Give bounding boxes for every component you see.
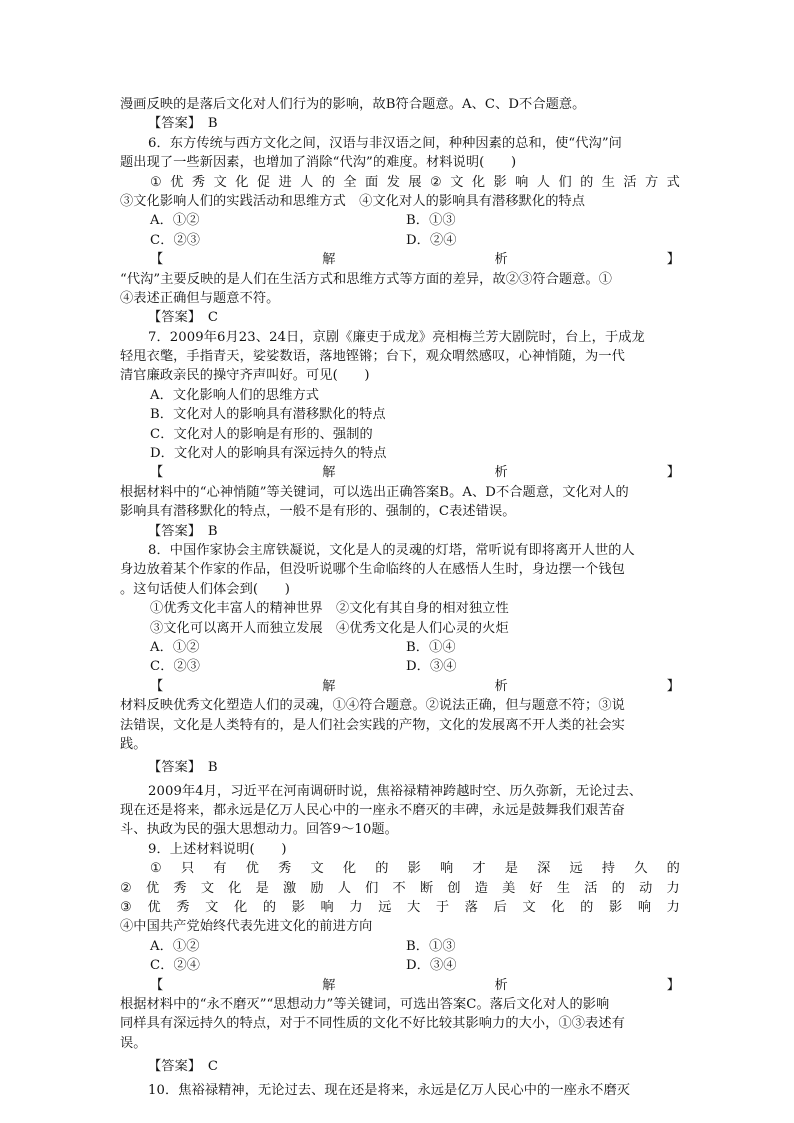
spread-char: 化 bbox=[234, 900, 248, 916]
spread-char: 励 bbox=[310, 880, 324, 896]
spread-char: 后 bbox=[493, 900, 507, 916]
choice-a: A．①② bbox=[150, 938, 200, 954]
spread-char: 【 bbox=[150, 977, 164, 993]
answer-line: 【答案】 B bbox=[148, 116, 218, 132]
spread-char: 有 bbox=[213, 861, 227, 877]
spread-char: ① bbox=[150, 174, 162, 190]
question-7-line: 清官廉政亲民的操守齐声叫好。可见( ) bbox=[120, 368, 370, 384]
spread-char: 式 bbox=[666, 174, 680, 190]
spread-char: 展 bbox=[408, 174, 422, 190]
spread-char: 响 bbox=[637, 900, 652, 916]
analysis-line: ④表述正确但与题意不符。 bbox=[120, 290, 280, 306]
choice-b: B．①③ bbox=[406, 213, 456, 229]
answer-line: 【答案】 C bbox=[148, 310, 219, 326]
spread-char: 创 bbox=[447, 880, 461, 896]
spread-char: 优 bbox=[245, 861, 260, 877]
spread-char: 方 bbox=[645, 174, 659, 190]
document-page bbox=[120, 95, 680, 1100]
spread-char: 活 bbox=[584, 880, 598, 896]
spread-char: 的 bbox=[580, 174, 594, 190]
analysis-line: 法错误，文化是人类特有的，是人们社会实践的产物，文化的发展离不开人类的社会实 bbox=[120, 717, 625, 733]
spread-char: 的 bbox=[262, 900, 277, 916]
spread-char: 秀 bbox=[176, 900, 190, 916]
question-9-option-line: ④中国共产党始终代表先进文化的前进方向 bbox=[120, 919, 373, 935]
text-line: 漫画反映的是落后文化对人们行为的影响，故B符合题意。A、C、D不合题意。 bbox=[120, 97, 586, 112]
spread-char: 【 bbox=[150, 678, 164, 694]
spread-char: 全 bbox=[343, 174, 357, 190]
question-8-line: 。这句话使人们体会到( ) bbox=[120, 581, 290, 597]
spread-char: 解 bbox=[322, 252, 336, 268]
question-8-option-line: ③文化可以离开人而独立发展 ④优秀文化是人们心灵的火炬 bbox=[150, 620, 509, 636]
spread-char: ① bbox=[150, 861, 162, 877]
spread-char: 的 bbox=[375, 861, 389, 877]
spread-char: 深 bbox=[537, 861, 551, 877]
spread-char: 的 bbox=[666, 861, 680, 877]
spread-char: 化 bbox=[228, 880, 242, 896]
spread-char: 持 bbox=[601, 861, 616, 877]
spread-char: 响 bbox=[515, 174, 529, 190]
analysis-line: 材料反映优秀文化塑造人们的灵魂，①④符合题意。②说法正确，但与题意不符；③说 bbox=[120, 698, 625, 714]
question-9-option-line bbox=[120, 859, 680, 878]
spread-char: 化 bbox=[342, 861, 357, 877]
spread-char: 析 bbox=[494, 977, 508, 993]
spread-char: 影 bbox=[608, 900, 623, 916]
spread-char: 文 bbox=[205, 900, 219, 916]
spread-char: 活 bbox=[623, 174, 637, 190]
spread-char: 文 bbox=[200, 880, 215, 896]
spread-char: ② bbox=[429, 174, 442, 190]
spread-char: 是 bbox=[504, 861, 519, 877]
spread-char: 们 bbox=[558, 174, 572, 190]
choice-b: B．文化对人的影响具有潜移默化的特点 bbox=[150, 407, 386, 423]
spread-char: 才 bbox=[472, 861, 486, 877]
analysis-line: “代沟”主要反映的是人们在生活方式和思维方式等方面的差异，故②③符合题意。① bbox=[120, 271, 613, 287]
question-8-line: 身边放着某个作家的作品，但没听说哪个生命临终的人在感悟人生时，身边摆一个钱包 bbox=[120, 562, 625, 578]
spread-char: 面 bbox=[365, 174, 379, 190]
spread-char: 进 bbox=[278, 174, 292, 190]
spread-char: 化 bbox=[235, 174, 249, 190]
choice-c: C．②③ bbox=[150, 659, 201, 675]
answer-line: 【答案】 B bbox=[148, 523, 218, 539]
analysis-line: 根据材料中的“心神悄随”等关键词，可以选出正确答案B。A、D不合题意，文化对人的 bbox=[120, 484, 629, 500]
question-6-choices bbox=[120, 231, 680, 250]
analysis-line: 根据材料中的“永不磨灭”“思想动力”等关键词，可选出答案C。落后文化对人的影响 bbox=[120, 996, 610, 1012]
choice-c: C．②④ bbox=[150, 958, 201, 974]
material-line: 斗、执政为民的强大思想动力。回答9～10题。 bbox=[120, 822, 398, 838]
spread-char: 远 bbox=[569, 861, 583, 877]
spread-char: 文 bbox=[213, 174, 227, 190]
choice-a: A．文化影响人们的思维方式 bbox=[150, 387, 320, 403]
analysis-heading bbox=[120, 250, 680, 269]
spread-char: 秀 bbox=[191, 174, 206, 190]
spread-char: 影 bbox=[407, 861, 421, 877]
choice-d: D．②④ bbox=[406, 232, 457, 248]
spread-char: 于 bbox=[435, 900, 450, 916]
spread-char: 】 bbox=[666, 678, 680, 694]
question-6-choices bbox=[120, 211, 680, 230]
choice-c: C．②③ bbox=[150, 232, 201, 248]
question-6-line: 题出现了一些新因素，也增加了消除“代沟”的难度。材料说明( ) bbox=[120, 155, 517, 171]
spread-char: 们 bbox=[365, 880, 379, 896]
spread-char: 优 bbox=[146, 880, 160, 896]
spread-char: 优 bbox=[147, 900, 161, 916]
spread-char: 落 bbox=[464, 900, 479, 916]
answer-line: 【答案】 B bbox=[148, 760, 218, 776]
spread-char: 生 bbox=[601, 174, 616, 190]
spread-char: 解 bbox=[322, 977, 336, 993]
question-6-option-line bbox=[120, 173, 680, 192]
choice-a: A．①② bbox=[150, 639, 200, 655]
choice-b: B．①③ bbox=[406, 938, 456, 954]
spread-char: 文 bbox=[310, 861, 324, 877]
spread-char: 秀 bbox=[278, 861, 292, 877]
spread-char: 析 bbox=[494, 465, 508, 481]
spread-char: 】 bbox=[666, 252, 680, 268]
question-6-option-line: ③文化影响人们的实践活动和思维方式 ④文化对人的影响具有潜移默化的特点 bbox=[120, 193, 586, 209]
spread-char: 析 bbox=[494, 252, 508, 268]
spread-char: 化 bbox=[551, 900, 565, 916]
analysis-heading bbox=[120, 976, 680, 995]
analysis-heading bbox=[120, 677, 680, 696]
answer-line: 【答案】 C bbox=[148, 1059, 219, 1075]
spread-char: 远 bbox=[378, 900, 392, 916]
choice-d: D．文化对人的影响具有深远持久的特点 bbox=[150, 446, 387, 462]
spread-char: 断 bbox=[419, 880, 434, 896]
question-10-line: 10．焦裕禄精神，无论过去、现在还是将来，永远是亿万人民心中的一座永不磨灭 bbox=[148, 1082, 631, 1098]
spread-char: 不 bbox=[392, 880, 406, 896]
material-line: 现在还是将来，都永远是亿万人民心中的一座永不磨灭的丰碑，永远是鼓舞我们艰苦奋 bbox=[120, 803, 625, 819]
choice-d: D．③④ bbox=[406, 659, 457, 675]
spread-char: 化 bbox=[471, 174, 486, 190]
question-8-line: 8．中国作家协会主席铁凝说，文化是人的灵魂的灯塔，常听说有即将离开人世的人 bbox=[148, 542, 635, 558]
spread-char: 响 bbox=[440, 861, 454, 877]
spread-char: 动 bbox=[639, 880, 653, 896]
question-7-line: 轻甩衣氅，手指青天，娑娑数语，落地铿锵；台下，观众喟然感叹，心神悄随，为一代 bbox=[120, 349, 625, 365]
spread-char: 是 bbox=[255, 880, 269, 896]
spread-char: 影 bbox=[493, 174, 507, 190]
question-9-choices bbox=[120, 956, 680, 975]
spread-char: 的 bbox=[321, 174, 336, 190]
spread-char: 力 bbox=[666, 880, 680, 896]
question-8-option-line: ①优秀文化丰富人的精神世界 ②文化有其自身的相对独立性 bbox=[150, 601, 509, 617]
spread-char: 的 bbox=[611, 880, 625, 896]
spread-char: 【 bbox=[150, 252, 164, 268]
spread-char: 秀 bbox=[173, 880, 187, 896]
spread-char: 文 bbox=[450, 174, 464, 190]
analysis-line: 践。 bbox=[120, 736, 147, 752]
spread-char: 解 bbox=[322, 465, 336, 481]
choice-c: C．文化对人的影响是有形的、强制的 bbox=[150, 426, 373, 442]
analysis-line: 影响具有潜移默化的特点，一般不是有形的、强制的，C表述错误。 bbox=[120, 504, 516, 520]
spread-char: 激 bbox=[282, 880, 297, 896]
spread-char: 人 bbox=[337, 880, 352, 896]
choice-a: A．①② bbox=[150, 213, 200, 229]
spread-char: 优 bbox=[170, 174, 184, 190]
question-8-choices bbox=[120, 657, 680, 676]
spread-char: ② bbox=[120, 880, 132, 896]
spread-char: 美 bbox=[502, 880, 516, 896]
spread-char: 人 bbox=[300, 174, 314, 190]
question-9-option-line bbox=[120, 898, 680, 917]
spread-char: ③ bbox=[120, 900, 132, 916]
question-7-line: 7．2009年6月23、24日，京剧《廉吏于成龙》亮相梅兰芳大剧院时，台上，于成龙 bbox=[148, 329, 645, 345]
spread-char: 【 bbox=[150, 465, 164, 481]
spread-char: 文 bbox=[522, 900, 536, 916]
question-6-line: 6．东方传统与西方文化之间，汉语与非汉语之间，种种因素的总和，使“代沟”问 bbox=[148, 135, 622, 151]
choice-d: D．③④ bbox=[406, 958, 457, 974]
spread-char: 人 bbox=[536, 174, 551, 190]
spread-char: 好 bbox=[529, 880, 543, 896]
material-line: 2009年4月，习近平在河南调研时说，焦裕禄精神跨越时空、历久弥新，无论过去、 bbox=[148, 783, 643, 799]
spread-char: 影 bbox=[291, 900, 305, 916]
spread-char: 解 bbox=[322, 678, 336, 694]
analysis-line: 误。 bbox=[120, 1035, 147, 1051]
spread-char: 久 bbox=[634, 861, 648, 877]
question-9-choices bbox=[120, 937, 680, 956]
spread-char: 的 bbox=[580, 900, 594, 916]
spread-char: 促 bbox=[256, 174, 271, 190]
analysis-heading bbox=[120, 463, 680, 482]
spread-char: 发 bbox=[386, 174, 400, 190]
spread-char: 析 bbox=[494, 678, 508, 694]
choice-b: B．①④ bbox=[406, 639, 456, 655]
question-9-line: 9．上述材料说明( ) bbox=[148, 841, 287, 857]
spread-char: 造 bbox=[474, 880, 489, 896]
analysis-line: 同样具有深远持久的特点，对于不同性质的文化不好比较其影响力的大小，①③表述有 bbox=[120, 1016, 625, 1032]
spread-char: 力 bbox=[666, 900, 680, 916]
question-9-option-line bbox=[120, 879, 680, 898]
spread-char: 只 bbox=[181, 861, 195, 877]
spread-char: 】 bbox=[666, 465, 680, 481]
spread-char: 力 bbox=[349, 900, 363, 916]
question-8-choices bbox=[120, 638, 680, 657]
spread-char: 响 bbox=[320, 900, 334, 916]
spread-char: 】 bbox=[666, 977, 680, 993]
spread-char: 大 bbox=[407, 900, 421, 916]
spread-char: 生 bbox=[556, 880, 571, 896]
